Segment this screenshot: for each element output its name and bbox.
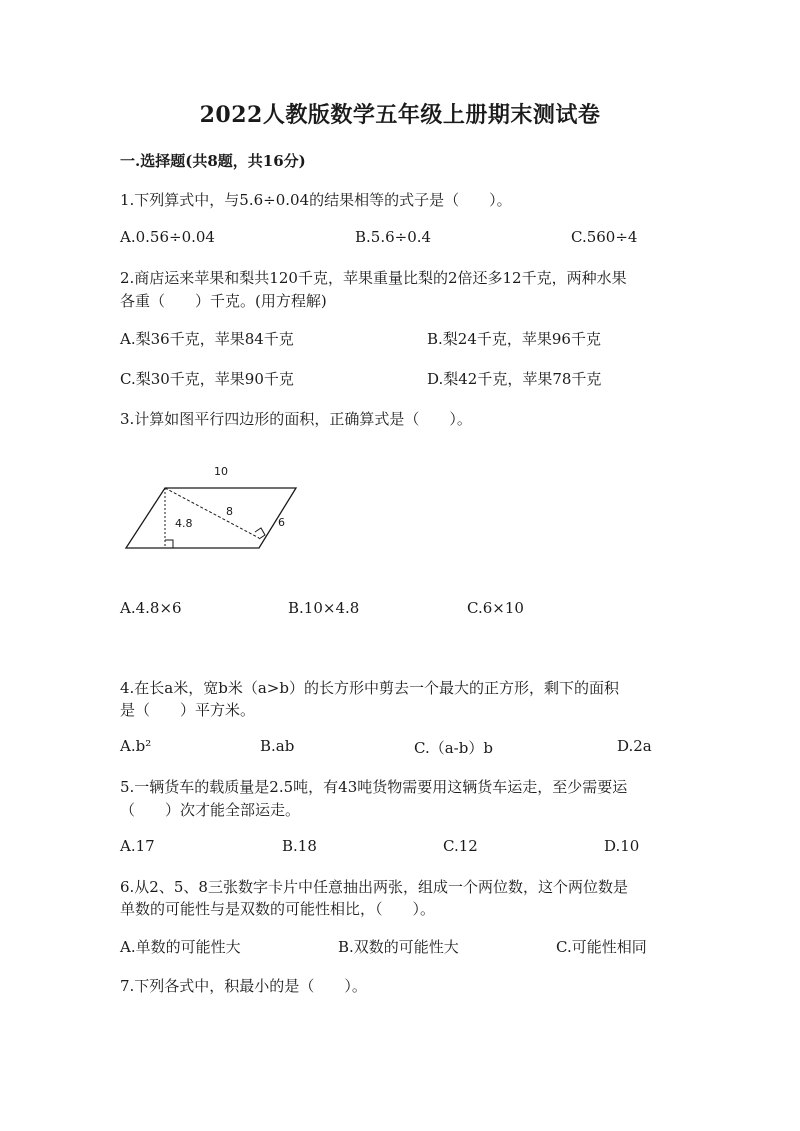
diagonal-label: 8 <box>226 505 233 518</box>
question-6-option-a[interactable]: A.单数的可能性大 <box>120 938 241 956</box>
side-label: 6 <box>278 516 285 529</box>
parallelogram-figure <box>118 460 308 555</box>
question-2-text-line-2: 各重（ ）千克。(用方程解) <box>120 292 327 310</box>
question-1-option-c[interactable]: C.560÷4 <box>571 228 638 246</box>
question-4-text-line-1: 4.在长a米，宽b米（a>b）的长方形中剪去一个最大的正方形，剩下的面积 <box>120 679 619 697</box>
perpendicular-right-angle <box>255 528 265 539</box>
question-6-text-line-2: 单数的可能性与是双数的可能性相比，（ ）。 <box>120 900 436 918</box>
height-label: 4.8 <box>175 517 193 530</box>
parallelogram-shape <box>126 488 296 548</box>
question-6-text-line-1: 6.从2、5、8三张数字卡片中任意抽出两张，组成一个两位数，这个两位数是 <box>120 878 628 896</box>
perpendicular-line <box>165 488 259 538</box>
question-3-option-a[interactable]: A.4.8×6 <box>120 599 182 617</box>
question-3-text: 3.计算如图平行四边形的面积，正确算式是（ ）。 <box>120 410 472 428</box>
question-2-option-c[interactable]: C.梨30千克，苹果90千克 <box>120 370 294 388</box>
height-right-angle <box>165 540 173 548</box>
question-1-text: 1.下列算式中，与5.6÷0.04的结果相等的式子是（ ）。 <box>120 191 512 209</box>
question-4-option-c[interactable]: C.（a-b）b <box>414 739 493 757</box>
question-2-text-line-1: 2.商店运来苹果和梨共120千克，苹果重量比梨的2倍还多12千克，两种水果 <box>120 269 627 287</box>
question-7-text: 7.下列各式中，积最小的是（ ）。 <box>120 977 367 995</box>
question-4-option-a[interactable]: A.b² <box>120 737 152 755</box>
question-5-option-d[interactable]: D.10 <box>604 837 640 855</box>
question-2-option-d[interactable]: D.梨42千克，苹果78千克 <box>427 370 602 388</box>
question-6-option-c[interactable]: C.可能性相同 <box>556 938 647 956</box>
question-5-text-line-1: 5.一辆货车的载质量是2.5吨，有43吨货物需要用这辆货车运走，至少需要运 <box>120 778 628 796</box>
page-title: 2022人教版数学五年级上册期末测试卷 <box>199 102 601 128</box>
section-heading: 一.选择题(共8题，共16分) <box>120 152 306 170</box>
base-label: 10 <box>214 465 228 478</box>
question-3-option-b[interactable]: B.10×4.8 <box>288 599 360 617</box>
question-5-option-a[interactable]: A.17 <box>120 837 155 855</box>
question-1-option-a[interactable]: A.0.56÷0.04 <box>120 228 215 246</box>
question-3-option-c[interactable]: C.6×10 <box>467 599 524 617</box>
question-1-option-b[interactable]: B.5.6÷0.4 <box>355 228 432 246</box>
question-4-option-b[interactable]: B.ab <box>260 737 295 755</box>
question-5-text-line-2: （ ）次才能全部运走。 <box>120 801 301 819</box>
question-5-option-b[interactable]: B.18 <box>282 837 317 855</box>
parallelogram-diagram <box>118 460 308 555</box>
question-6-option-b[interactable]: B.双数的可能性大 <box>338 938 459 956</box>
question-5-option-c[interactable]: C.12 <box>443 837 478 855</box>
question-4-option-d[interactable]: D.2a <box>617 737 652 755</box>
question-4-text-line-2: 是（ ）平方米。 <box>120 701 256 719</box>
question-2-option-b[interactable]: B.梨24千克，苹果96千克 <box>427 330 601 348</box>
question-2-option-a[interactable]: A.梨36千克，苹果84千克 <box>120 330 294 348</box>
